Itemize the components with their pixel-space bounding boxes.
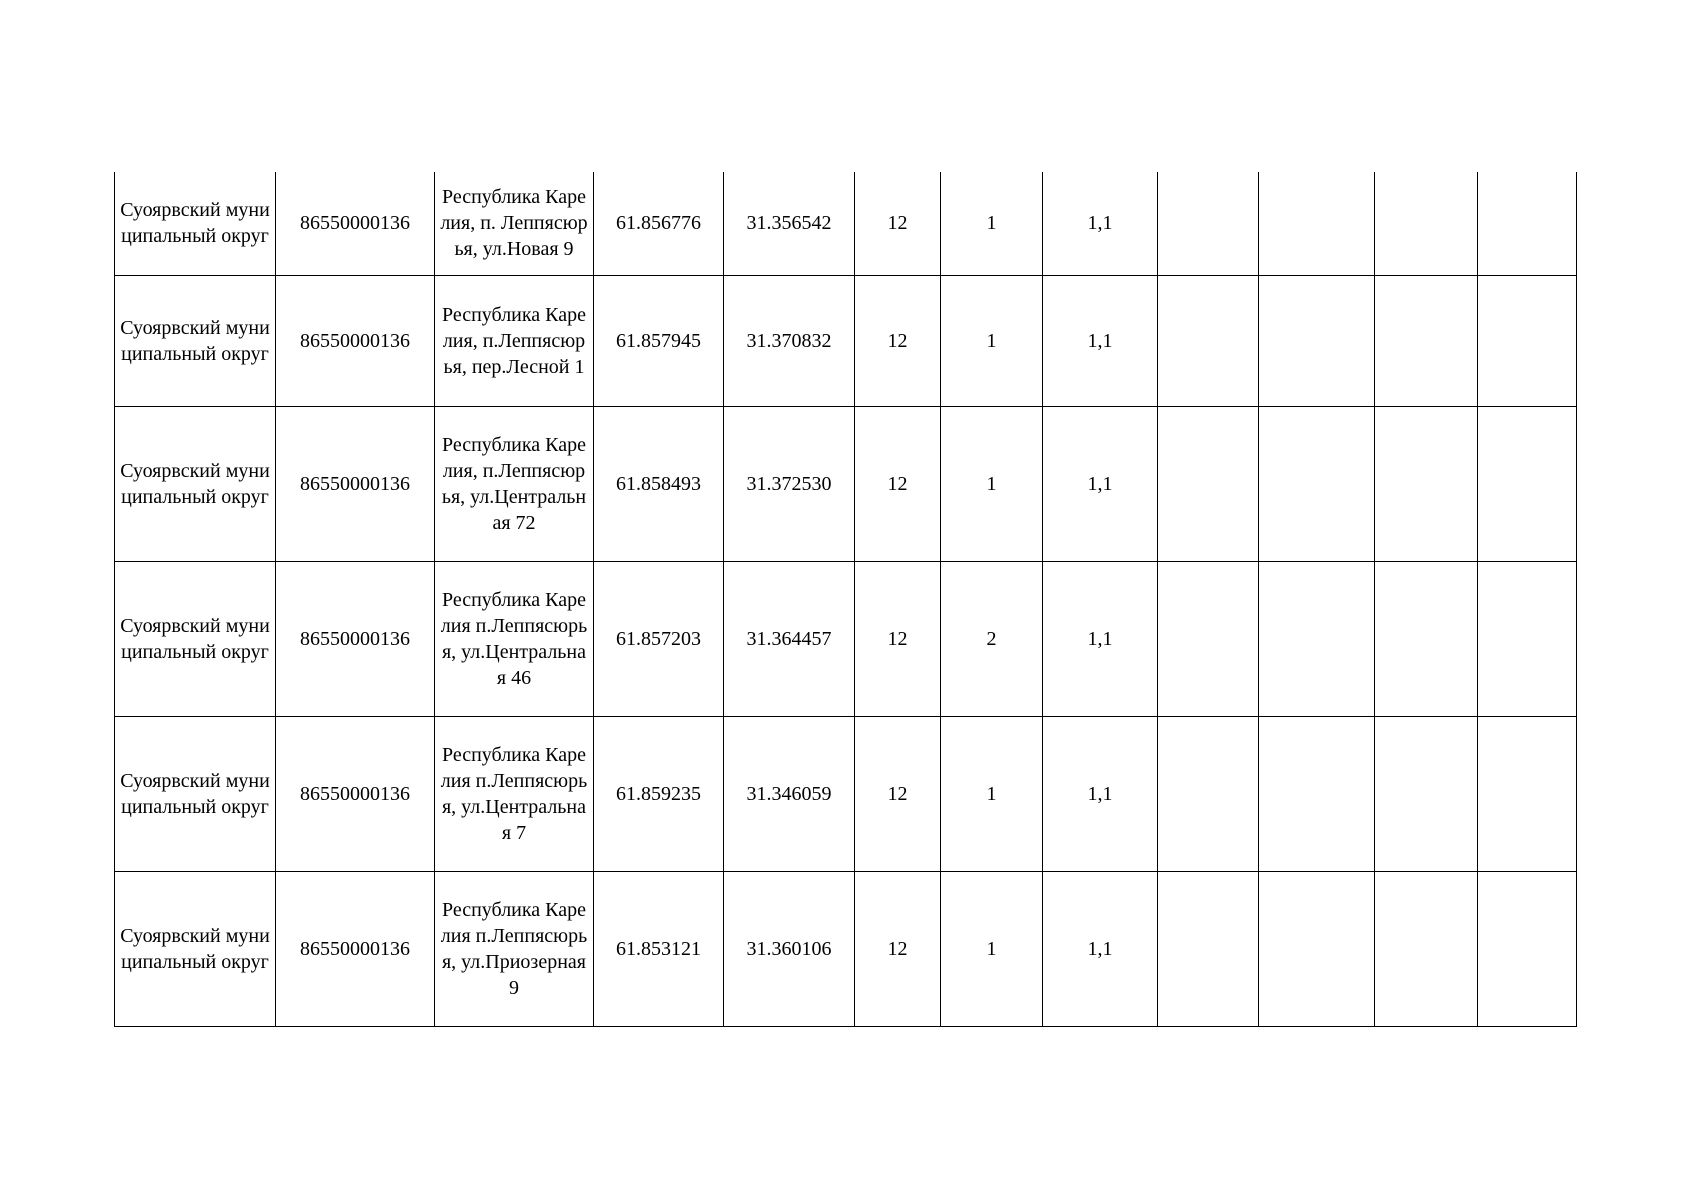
latitude-cell: 61.856776	[594, 172, 724, 275]
address-text: Республика Карелия п.Леппясюрья, ул.Приозерная 9	[440, 898, 588, 999]
municipality-cell: Суоярвский муниципальный округ	[115, 406, 276, 561]
address-cell	[435, 406, 594, 561]
latitude-cell: 61.858493	[594, 406, 724, 561]
table-row	[115, 172, 1577, 275]
address-text: Республика Карелия п.Леппясюрья, ул.Центральная 7	[440, 743, 588, 844]
empty-cell	[1158, 716, 1259, 871]
address-cell	[435, 716, 594, 871]
col7-cell: 1	[941, 275, 1043, 406]
empty-cell	[1375, 561, 1478, 716]
address-text: Республика Карелия, п.Леппясюрья, пер.Лесной 1	[441, 303, 587, 378]
longitude-cell: 31.356542	[724, 172, 855, 275]
col8-cell: 1,1	[1043, 716, 1158, 871]
empty-cell	[1259, 871, 1375, 1026]
longitude-cell: 31.372530	[724, 406, 855, 561]
empty-cell	[1478, 406, 1577, 561]
longitude-cell: 31.370832	[724, 275, 855, 406]
empty-cell	[1375, 172, 1478, 275]
col6-cell: 12	[855, 172, 941, 275]
col7-cell: 2	[941, 561, 1043, 716]
col8-cell: 1,1	[1043, 406, 1158, 561]
table-row	[115, 871, 1577, 1026]
table-row	[115, 406, 1577, 561]
address-cell	[435, 275, 594, 406]
latitude-cell: 61.857945	[594, 275, 724, 406]
oktmo-cell: 86550000136	[276, 172, 435, 275]
address-cell	[435, 871, 594, 1026]
table-row	[115, 561, 1577, 716]
empty-cell	[1158, 406, 1259, 561]
municipality-cell: Суоярвский муниципальный округ	[115, 871, 276, 1026]
empty-cell	[1259, 561, 1375, 716]
empty-cell	[1259, 172, 1375, 275]
longitude-cell: 31.360106	[724, 871, 855, 1026]
empty-cell	[1478, 172, 1577, 275]
address-cell	[435, 172, 594, 275]
empty-cell	[1259, 406, 1375, 561]
empty-cell	[1375, 716, 1478, 871]
latitude-cell: 61.853121	[594, 871, 724, 1026]
col8-cell: 1,1	[1043, 871, 1158, 1026]
registry-table-body	[115, 172, 1577, 1026]
empty-cell	[1478, 716, 1577, 871]
address-text: Республика Карелия, п. Леппясюрья, ул.Новая 9	[440, 186, 588, 261]
empty-cell	[1478, 871, 1577, 1026]
municipality-cell: Суоярвский муниципальный округ	[115, 275, 276, 406]
longitude-cell: 31.364457	[724, 561, 855, 716]
oktmo-cell: 86550000136	[276, 561, 435, 716]
col7-cell: 1	[941, 172, 1043, 275]
municipality-cell: Суоярвский муниципальный округ	[115, 561, 276, 716]
oktmo-cell: 86550000136	[276, 406, 435, 561]
col6-cell: 12	[855, 561, 941, 716]
empty-cell	[1158, 871, 1259, 1026]
col6-cell: 12	[855, 406, 941, 561]
empty-cell	[1158, 561, 1259, 716]
col6-cell: 12	[855, 871, 941, 1026]
municipality-cell: Суоярвский муниципальный округ	[115, 172, 276, 275]
empty-cell	[1375, 275, 1478, 406]
registry-table	[114, 172, 1577, 1027]
table-row	[115, 275, 1577, 406]
empty-cell	[1158, 275, 1259, 406]
oktmo-cell: 86550000136	[276, 275, 435, 406]
latitude-cell: 61.859235	[594, 716, 724, 871]
empty-cell	[1478, 561, 1577, 716]
col8-cell: 1,1	[1043, 561, 1158, 716]
address-text: Республика Карелия п.Леппясюрья, ул.Центральная 46	[440, 588, 588, 689]
col8-cell: 1,1	[1043, 172, 1158, 275]
empty-cell	[1375, 871, 1478, 1026]
col6-cell: 12	[855, 716, 941, 871]
empty-cell	[1158, 172, 1259, 275]
address-text: Республика Карелия, п.Леппясюрья, ул.Центральная 72	[441, 433, 587, 534]
col8-cell: 1,1	[1043, 275, 1158, 406]
col6-cell: 12	[855, 275, 941, 406]
col7-cell: 1	[941, 406, 1043, 561]
address-cell	[435, 561, 594, 716]
col7-cell: 1	[941, 871, 1043, 1026]
oktmo-cell: 86550000136	[276, 716, 435, 871]
latitude-cell: 61.857203	[594, 561, 724, 716]
col7-cell: 1	[941, 716, 1043, 871]
table-row	[115, 716, 1577, 871]
oktmo-cell: 86550000136	[276, 871, 435, 1026]
empty-cell	[1478, 275, 1577, 406]
municipality-cell: Суоярвский муниципальный округ	[115, 716, 276, 871]
longitude-cell: 31.346059	[724, 716, 855, 871]
empty-cell	[1259, 275, 1375, 406]
empty-cell	[1375, 406, 1478, 561]
empty-cell	[1259, 716, 1375, 871]
